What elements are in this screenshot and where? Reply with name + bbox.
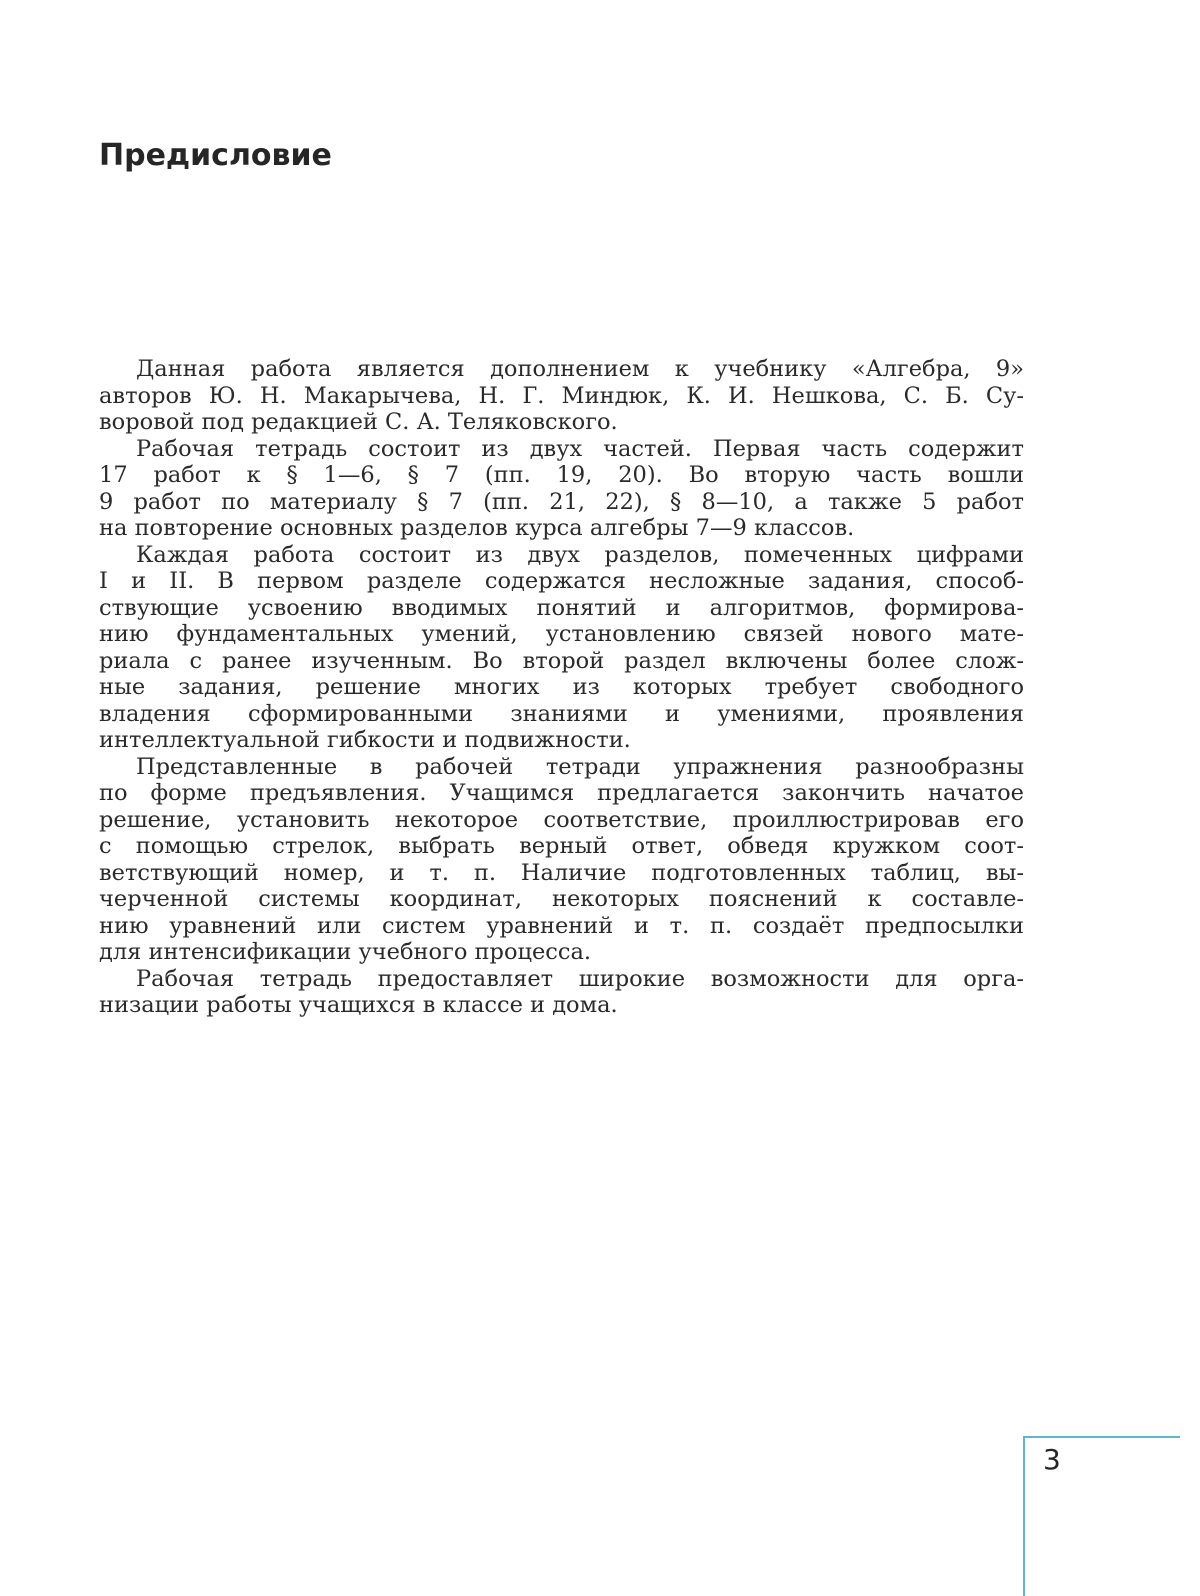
text-line: с помощью стрелок, выбрать верный ответ, обведя кружком соот- <box>99 833 1024 859</box>
preface-body <box>99 356 1024 1019</box>
text-line: 17 работ к § 1—6, § 7 (пп. 19, 20). Во вторую часть вошли <box>99 462 1024 488</box>
text-line: черченной системы координат, некоторых пояснений к составле- <box>99 886 1024 912</box>
text-line: интеллектуальной гибкости и подвижности. <box>99 727 631 753</box>
text-line: низации работы учащихся в классе и дома. <box>99 992 618 1018</box>
text-line: риала с ранее изученным. Во второй раздел включены более слож- <box>99 647 1024 674</box>
text-line: Данная работа является дополнением к учебнику «Алгебра, 9» <box>136 356 1024 382</box>
text-line: нию уравнений или систем уравнений и т. п. создаёт предпосылки <box>99 912 1024 939</box>
text-line: владения сформированными знаниями и умениями, проявления <box>99 700 1024 727</box>
text-line: для интенсификации учебного процесса. <box>99 939 592 965</box>
text-line: Рабочая тетрадь предоставляет широкие возможности для орга- <box>136 965 1024 992</box>
text-line: Рабочая тетрадь состоит из двух частей. Первая часть содержит <box>136 435 1024 462</box>
paragraph <box>99 356 1024 436</box>
paragraph <box>99 542 1024 754</box>
text-line: на повторение основных разделов курса алгебры 7—9 классов. <box>99 515 855 541</box>
text-line: 9 работ по материалу § 7 (пп. 21, 22), § 8—10, а также 5 работ <box>99 488 1024 515</box>
text-line: I и II. В первом разделе содержатся несложные задания, способ- <box>99 568 1024 594</box>
text-line: нию фундаментальных умений, установлению связей нового мате- <box>99 621 1024 647</box>
paragraph <box>99 754 1024 966</box>
text-line: ные задания, решение многих из которых требует свободного <box>99 674 1024 700</box>
text-line: ветствующий номер, и т. п. Наличие подготовленных таблиц, вы- <box>99 859 1024 886</box>
paragraph <box>99 436 1024 542</box>
text-line: авторов Ю. Н. Макарычева, Н. Г. Миндюк, К. И. Нешкова, С. Б. Су- <box>99 382 1024 409</box>
text-line: Каждая работа состоит из двух разделов, помеченных цифрами <box>136 541 1024 568</box>
text-line: Представленные в рабочей тетради упражнения разнообразны <box>136 753 1024 780</box>
text-line: воровой под редакцией С. А. Теляковского. <box>99 409 618 435</box>
text-line: ствующие усвоению вводимых понятий и алгоритмов, формирова- <box>99 594 1024 621</box>
page-title: Предисловие <box>99 138 332 173</box>
text-line: по форме предъявления. Учащимся предлагается закончить начатое <box>99 780 1024 806</box>
text-line: решение, установить некоторое соответствие, проиллюстрировав его <box>99 806 1024 833</box>
page-number: 3 <box>1043 1443 1061 1476</box>
paragraph <box>99 966 1024 1019</box>
